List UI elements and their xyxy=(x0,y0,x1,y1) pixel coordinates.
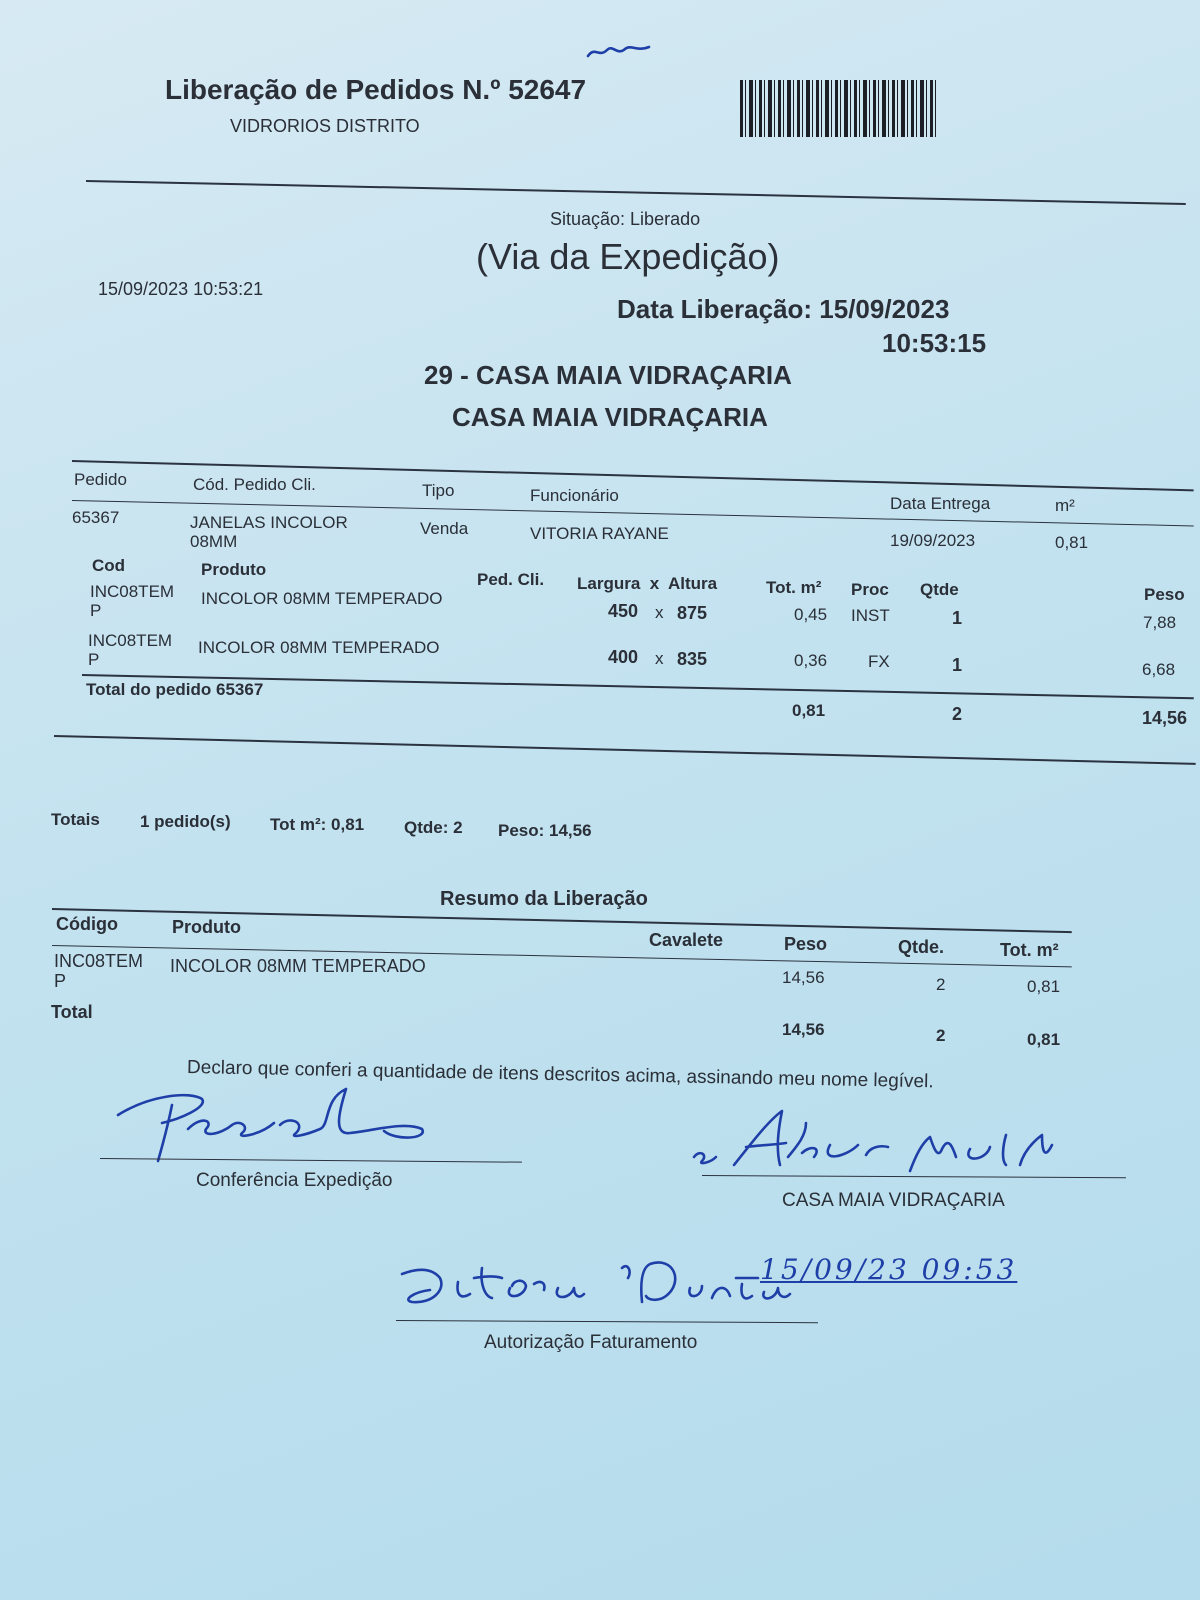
order-total-label: Total do pedido 65367 xyxy=(86,680,264,699)
summary-qtde: 2 xyxy=(936,975,946,994)
totals-peso: Peso: 14,56 xyxy=(498,821,592,840)
signature-expedicao xyxy=(110,1085,440,1165)
release-date: Data Liberação: 15/09/2023 xyxy=(617,294,950,324)
order-total-qtde: 2 xyxy=(952,704,963,724)
order-delivery-date: 19/09/2023 xyxy=(890,531,976,550)
summary-tot-m2: 0,81 xyxy=(1027,977,1061,996)
summary-col-cavalete: Cavalete xyxy=(649,930,724,950)
item-2-largura: 400 xyxy=(608,647,639,667)
totals-qtde: Qtde: 2 xyxy=(404,818,463,837)
col-pedido: Pedido xyxy=(74,470,127,489)
item-col-ped-cli: Ped. Cli. xyxy=(477,570,545,589)
order-number: 65367 xyxy=(72,508,120,527)
item-2-altura: 835 xyxy=(677,649,708,669)
summary-total-tot-m2: 0,81 xyxy=(1027,1030,1061,1049)
item-2-cod-1: INC08TEM xyxy=(88,631,173,650)
order-type: Venda xyxy=(420,519,469,538)
totals-label: Totais xyxy=(51,810,100,829)
item-2-cod-2: P xyxy=(88,650,100,669)
client-line-2: CASA MAIA VIDRAÇARIA xyxy=(452,402,768,432)
summary-col-peso: Peso xyxy=(784,934,828,954)
col-funcionario: Funcionário xyxy=(530,486,619,505)
item-1-altura: 875 xyxy=(677,603,708,623)
item-col-cod: Cod xyxy=(92,556,126,575)
item-1-qtde: 1 xyxy=(952,608,963,628)
item-2-qtde: 1 xyxy=(952,655,963,675)
signature-label-cliente: CASA MAIA VIDRAÇARIA xyxy=(782,1190,1005,1211)
status-text: Situação: Liberado xyxy=(550,209,701,229)
summary-total-peso: 14,56 xyxy=(782,1020,825,1039)
col-cod-pedido-cli: Cód. Pedido Cli. xyxy=(193,475,316,494)
summary-peso: 14,56 xyxy=(782,968,825,987)
summary-total-label: Total xyxy=(51,1002,93,1022)
item-1-proc: INST xyxy=(851,606,890,625)
release-time: 10:53:15 xyxy=(882,328,987,358)
client-line-1: 29 - CASA MAIA VIDRAÇARIA xyxy=(424,360,792,390)
item-2-produto: INCOLOR 08MM TEMPERADO xyxy=(198,638,440,657)
col-data-entrega: Data Entrega xyxy=(890,494,991,513)
item-col-proc: Proc xyxy=(851,580,889,599)
summary-col-qtde: Qtde. xyxy=(898,937,945,957)
order-total-peso: 14,56 xyxy=(1142,708,1188,728)
order-client-code-1: JANELAS INCOLOR xyxy=(190,513,348,532)
item-1-peso: 7,88 xyxy=(1143,613,1177,632)
item-col-largura-altura: Largura x Altura xyxy=(577,574,718,593)
item-2-proc: FX xyxy=(868,652,890,671)
signature-label-expedicao: Conferência Expedição xyxy=(196,1170,393,1191)
order-client-code-2: 08MM xyxy=(190,532,238,551)
pen-mark xyxy=(585,40,655,64)
summary-produto: INCOLOR 08MM TEMPERADO xyxy=(170,956,426,976)
item-1-largura: 450 xyxy=(608,601,639,621)
item-col-qtde: Qtde xyxy=(920,580,959,599)
summary-col-codigo: Código xyxy=(56,914,118,934)
order-m2: 0,81 xyxy=(1055,533,1089,552)
printed-at: 15/09/2023 10:53:21 xyxy=(98,279,264,299)
item-1-cod-2: P xyxy=(90,601,102,620)
col-tipo: Tipo xyxy=(422,481,455,500)
summary-title: Resumo da Liberação xyxy=(440,888,648,910)
divider xyxy=(86,180,1186,205)
item-1-produto: INCOLOR 08MM TEMPERADO xyxy=(201,589,443,608)
signature-faturamento xyxy=(398,1238,798,1318)
signature-cliente xyxy=(690,1105,1070,1185)
item-1-x: x xyxy=(655,603,664,622)
handwritten-date: 15/09/23 09:53 xyxy=(760,1253,1018,1286)
copy-type: (Via da Expedição) xyxy=(476,236,780,277)
order-employee: VITORIA RAYANE xyxy=(530,524,669,543)
item-col-peso: Peso xyxy=(1144,585,1185,604)
item-col-tot-m2: Tot. m² xyxy=(766,578,822,597)
company-name: VIDRORIOS DISTRITO xyxy=(230,116,420,136)
order-table-bottom-rule xyxy=(54,735,1196,765)
document-title: Liberação de Pedidos N.º 52647 xyxy=(165,74,587,105)
item-col-produto: Produto xyxy=(201,560,267,579)
signature-label-faturamento: Autorização Faturamento xyxy=(484,1332,698,1353)
summary-total-qtde: 2 xyxy=(936,1026,946,1045)
barcode xyxy=(740,80,936,137)
summary-codigo-2: P xyxy=(54,971,67,991)
signature-line-faturamento xyxy=(396,1320,818,1323)
summary-col-produto: Produto xyxy=(172,917,241,937)
summary-col-tot-m2: Tot. m² xyxy=(1000,940,1059,960)
item-2-peso: 6,68 xyxy=(1142,660,1176,679)
item-2-tot-m2: 0,36 xyxy=(794,651,828,670)
totals-pedidos: 1 pedido(s) xyxy=(140,812,231,831)
col-m2: m² xyxy=(1055,496,1075,515)
item-1-tot-m2: 0,45 xyxy=(794,605,828,624)
summary-codigo-1: INC08TEM xyxy=(54,951,144,971)
order-total-m2: 0,81 xyxy=(792,701,826,720)
item-2-x: x xyxy=(655,649,664,668)
item-1-cod-1: INC08TEM xyxy=(90,582,175,601)
totals-m2: Tot m²: 0,81 xyxy=(270,815,365,834)
declaration-text: Declaro que conferi a quantidade de itens descritos acima, assinando meu nome legível. xyxy=(186,1057,934,1093)
